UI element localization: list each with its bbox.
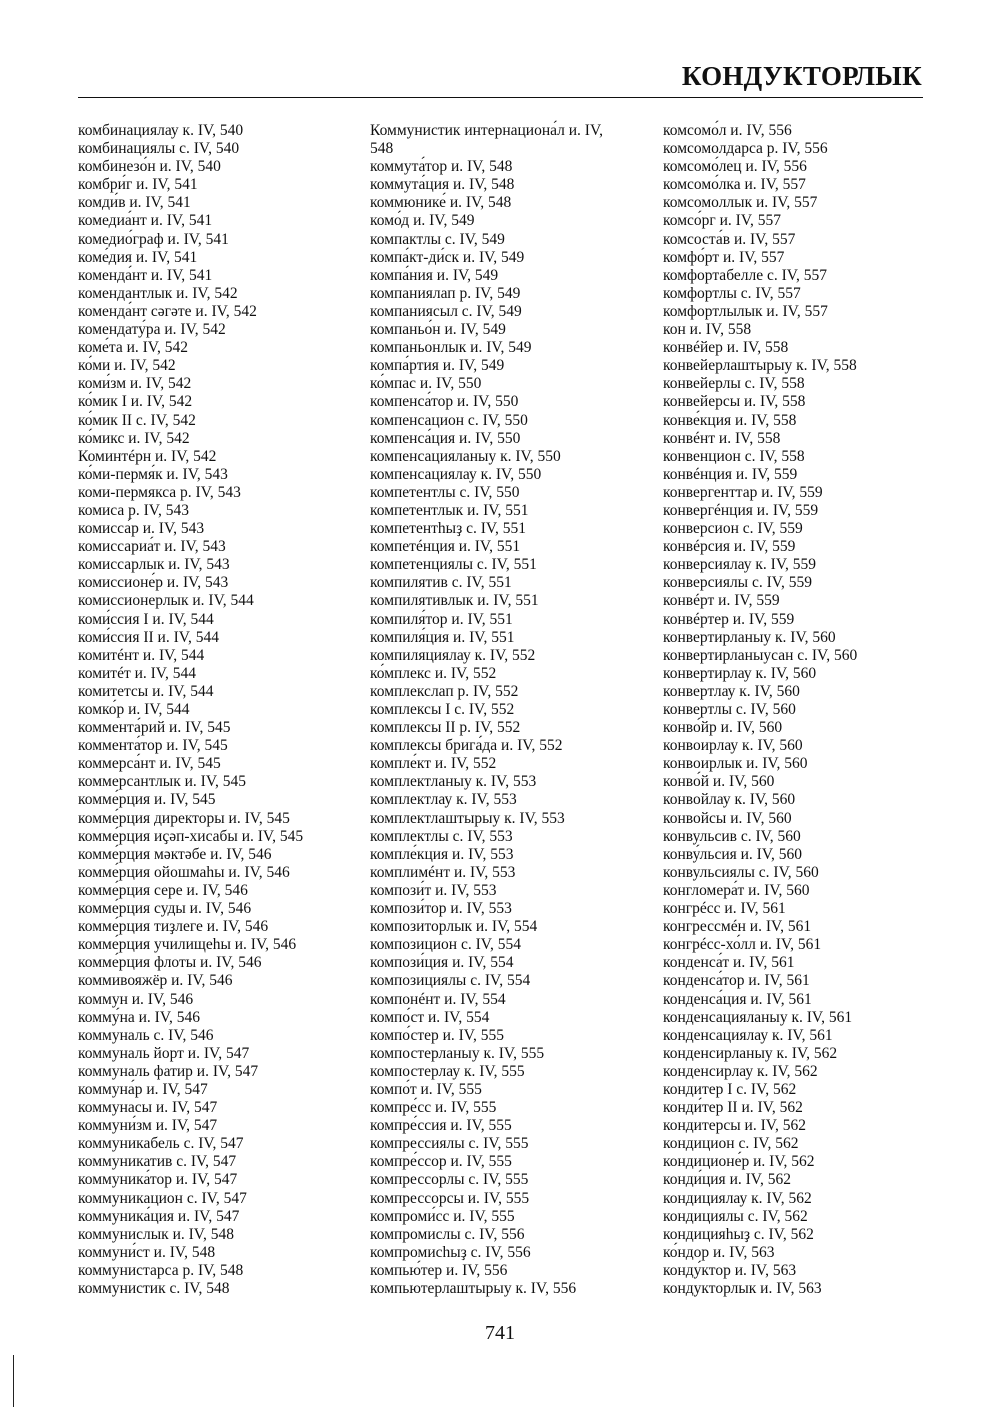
dictionary-entry: компаньо́н и. IV, 549 — [370, 321, 506, 339]
dictionary-entry: компилятив с. IV, 551 — [370, 574, 512, 592]
dictionary-entry: конвоирлык и. IV, 560 — [663, 755, 808, 773]
dictionary-entry: комплектлаштырыу к. IV, 553 — [370, 809, 565, 827]
dictionary-entry: комедио́граф и. IV, 541 — [78, 230, 229, 248]
dictionary-entry: конвенцион с. IV, 558 — [663, 447, 805, 465]
dictionary-entry: компа́кт-ди́ск и. IV, 549 — [370, 248, 525, 266]
dictionary-entry: компле́кт и. IV, 552 — [370, 755, 497, 773]
dictionary-entry: конденсацияланыу к. IV, 561 — [663, 1008, 853, 1026]
dictionary-entry: компенсациялау к. IV, 550 — [370, 465, 542, 483]
dictionary-entry: конденса́ция и. IV, 561 — [663, 990, 812, 1008]
dictionary-entry: конвéртер и. IV, 559 — [663, 610, 795, 628]
dictionary-entry: конвейерлаштырыу к. IV, 558 — [663, 357, 857, 375]
dictionary-entry: комиса р. IV, 543 — [78, 501, 189, 519]
dictionary-entry: комплексы II р. IV, 552 — [370, 719, 521, 737]
dictionary-entry: коми́зм и. IV, 542 — [78, 375, 192, 393]
dictionary-entry: коммунасы и. IV, 547 — [78, 1099, 218, 1117]
dictionary-entry: конвéрт и. IV, 559 — [663, 592, 780, 610]
dictionary-entry: комсомоллык и. IV, 557 — [663, 194, 818, 212]
dictionary-entry: компиля́ция и. IV, 551 — [370, 628, 515, 646]
dictionary-entry: коммуникацион с. IV, 547 — [78, 1189, 247, 1207]
dictionary-entry: комбри́г и. IV, 541 — [78, 176, 198, 194]
dictionary-entry: комфортабелле с. IV, 557 — [663, 266, 827, 284]
dictionary-entry: компетенциялы с. IV, 551 — [370, 556, 537, 574]
dictionary-entry: компре́ссор и. IV, 555 — [370, 1153, 512, 1171]
dictionary-entry: компози́тор и. IV, 553 — [370, 900, 512, 918]
dictionary-entry: коммуни́ст и. IV, 548 — [78, 1243, 216, 1261]
dictionary-entry: комбинациялау к. IV, 540 — [78, 122, 244, 139]
dictionary-entry: компроми́сс и. IV, 555 — [370, 1207, 515, 1225]
dictionary-entry: конвертлы с. IV, 560 — [663, 701, 796, 718]
dictionary-entry: конвульсив с. IV, 560 — [663, 827, 801, 845]
dictionary-entry: конверсиялау к. IV, 559 — [663, 556, 817, 574]
dictionary-entry: компенсацион с. IV, 550 — [370, 411, 528, 429]
dictionary-entry: коммента́тор и. IV, 545 — [78, 737, 228, 755]
dictionary-entry: комме́рция мәктәбе и. IV, 546 — [78, 845, 272, 863]
dictionary-entry: коми́ссия II и. IV, 544 — [78, 628, 219, 646]
dictionary-entry: компромисһыҙ с. IV, 556 — [370, 1243, 531, 1261]
dictionary-entry: композицион с. IV, 554 — [370, 936, 521, 954]
dictionary-entry: компьютерлаштырыу к. IV, 556 — [370, 1280, 577, 1297]
dictionary-entry: комитéнт и. IV, 544 — [78, 646, 205, 664]
dictionary-entry: компиляциялау к. IV, 552 — [370, 646, 536, 664]
dictionary-entry: коммута́ция и. IV, 548 — [370, 176, 515, 194]
dictionary-entry: конвéрсия и. IV, 559 — [663, 538, 796, 556]
dictionary-entry: комисса́р и. IV, 543 — [78, 520, 205, 538]
dictionary-entry: конвéнция и. IV, 559 — [663, 465, 798, 483]
dictionary-entry: коммуналь с. IV, 546 — [78, 1026, 214, 1044]
dictionary-entry: ко́мик I и. IV, 542 — [78, 393, 193, 411]
dictionary-entry: конве́кция и. IV, 558 — [663, 411, 797, 429]
dictionary-entry: коммун и. IV, 546 — [78, 990, 194, 1008]
dictionary-entry: компью́тер и. IV, 556 — [370, 1261, 508, 1279]
dictionary-entry: коммента́рий и. IV, 545 — [78, 719, 231, 737]
dictionary-entry: компле́кция и. IV, 553 — [370, 845, 514, 863]
dictionary-entry: комо́д и. IV, 549 — [370, 212, 475, 230]
dictionary-entry: коменда́нт и. IV, 541 — [78, 266, 213, 284]
dictionary-entry: конгрéсс-хо́лл и. IV, 561 — [663, 936, 822, 954]
dictionary-entry: комме́рция тиҙлеге и. IV, 546 — [78, 918, 269, 936]
dictionary-entry: ко́ми-пермя́к и. IV, 543 — [78, 465, 228, 483]
dictionary-entry: компре́ссия и. IV, 555 — [370, 1117, 512, 1135]
dictionary-entry: компрессорсы и. IV, 555 — [370, 1189, 530, 1207]
dictionary-entry: конвергенттар и. IV, 559 — [663, 483, 823, 501]
dictionary-entry: конвертирланыусан с. IV, 560 — [663, 646, 858, 664]
dictionary-entry: комедиа́нт и. IV, 541 — [78, 212, 213, 230]
dictionary-entry: комме́рция флоты и. IV, 546 — [78, 954, 262, 972]
dictionary-entry: компаниясыл с. IV, 549 — [370, 302, 522, 320]
dictionary-entry: коммуналь фатир и. IV, 547 — [78, 1062, 259, 1080]
dictionary-entry: компостерлау к. IV, 555 — [370, 1062, 525, 1080]
dictionary-entry: кон и. IV, 558 — [663, 321, 752, 339]
dictionary-entry: компетентлы с. IV, 550 — [370, 483, 520, 501]
dictionary-entry: комсомо́лка и. IV, 557 — [663, 176, 806, 194]
dictionary-entry: ко́мплекс и. IV, 552 — [370, 664, 497, 682]
dictionary-entry: конвертирланыу к. IV, 560 — [663, 628, 836, 646]
dictionary-entry: компаньонлык и. IV, 549 — [370, 339, 532, 357]
dictionary-entry: конверсиялы с. IV, 559 — [663, 574, 812, 592]
dictionary-entry: комплексы I с. IV, 552 — [370, 701, 515, 718]
dictionary-entry: конгломера́т и. IV, 560 — [663, 881, 810, 899]
dictionary-entry: коммунистик с. IV, 548 — [78, 1280, 230, 1297]
dictionary-entry: конвéйер и. IV, 558 — [663, 339, 789, 357]
dictionary-entry: коммерса́нт и. IV, 545 — [78, 755, 221, 773]
dictionary-entry: коммерсантлык и. IV, 545 — [78, 773, 247, 791]
dictionary-entry: конвейерлы с. IV, 558 — [663, 375, 805, 393]
dictionary-entry: конверсион с. IV, 559 — [663, 520, 803, 538]
dictionary-entry: компози́т и. IV, 553 — [370, 881, 497, 899]
dictionary-entry: компа́ния и. IV, 549 — [370, 266, 499, 284]
dictionary-entry: конвойлау к. IV, 560 — [663, 791, 796, 809]
dictionary-entry: коммуна́р и. IV, 547 — [78, 1080, 208, 1098]
dictionary-entry: компо́т и. IV, 555 — [370, 1080, 482, 1098]
dictionary-entry: компенсацияланыу к. IV, 550 — [370, 447, 561, 465]
dictionary-entry: комплексы брига́да и. IV, 552 — [370, 737, 563, 755]
dictionary-entry: комсомо́лец и. IV, 556 — [663, 158, 807, 176]
dictionary-entry: компромислы с. IV, 556 — [370, 1225, 525, 1243]
dictionary-entry: комфортлы с. IV, 557 — [663, 284, 801, 302]
dictionary-entry: компенса́тор и. IV, 550 — [370, 393, 519, 411]
dictionary-entry: комплимéнт и. IV, 553 — [370, 863, 516, 881]
dictionary-entry: компетентлык и. IV, 551 — [370, 501, 529, 519]
dictionary-entry: компенса́ция и. IV, 550 — [370, 429, 521, 447]
dictionary-entry: конденса́тор и. IV, 561 — [663, 972, 810, 990]
dictionary-entry: комиссариа́т и. IV, 543 — [78, 538, 226, 556]
dictionary-entry: комме́рция директоры и. IV, 545 — [78, 809, 290, 827]
dictionary-entry: коммунистарса р. IV, 548 — [78, 1261, 244, 1279]
dictionary-entry: конву́льсия и. IV, 560 — [663, 845, 803, 863]
dictionary-entry: ко́ндор и. IV, 563 — [663, 1243, 775, 1261]
dictionary-entry: конвульсиялы с. IV, 560 — [663, 863, 819, 881]
dictionary-entry: комиссионерлык и. IV, 544 — [78, 592, 254, 610]
dictionary-entry: компо́ст и. IV, 554 — [370, 1008, 490, 1026]
dictionary-entry: конвоирлау к. IV, 560 — [663, 737, 803, 755]
dictionary-entry: комитéт и. IV, 544 — [78, 664, 197, 682]
dictionary-entry: комиссарлык и. IV, 543 — [78, 556, 230, 574]
dictionary-entry: комсомолдарса р. IV, 556 — [663, 140, 828, 158]
column-1 — [78, 122, 343, 1298]
dictionary-entry: компиля́тор и. IV, 551 — [370, 610, 513, 628]
dictionary-entry: кондукторлык и. IV, 563 — [663, 1280, 822, 1297]
dictionary-entry: комме́рция училищеһы и. IV, 546 — [78, 936, 297, 954]
dictionary-entry: комплектланыу к. IV, 553 — [370, 773, 537, 791]
dictionary-entry: конду́ктор и. IV, 563 — [663, 1261, 797, 1279]
dictionary-entry: коммута́тор и. IV, 548 — [370, 158, 513, 176]
dictionary-entry: кондициялау к. IV, 562 — [663, 1189, 812, 1207]
dictionary-entry: коме́дия и. IV, 541 — [78, 248, 198, 266]
dictionary-entry: комбинезо́н и. IV, 540 — [78, 158, 221, 176]
dictionary-entry: коммивояжёр и. IV, 546 — [78, 972, 233, 990]
dictionary-entry: комме́рция иҫәп-хисабы и. IV, 545 — [78, 827, 304, 845]
dictionary-entry: комбинациялы с. IV, 540 — [78, 140, 240, 158]
dictionary-entry: конгрéсс и. IV, 561 — [663, 900, 786, 918]
column-2 — [370, 122, 625, 1298]
dictionary-entry: конвéнт и. IV, 558 — [663, 429, 781, 447]
dictionary-entry: коми́ссия I и. IV, 544 — [78, 610, 214, 628]
dictionary-entry: конвертирлау к. IV, 560 — [663, 664, 817, 682]
dictionary-entry: композиторлык и. IV, 554 — [370, 918, 538, 936]
dictionary-entry: конденсациялау к. IV, 561 — [663, 1026, 833, 1044]
dictionary-entry: конденсирланыу к. IV, 562 — [663, 1044, 838, 1062]
column-3 — [663, 122, 925, 1298]
dictionary-entry: комди́в и. IV, 541 — [78, 194, 191, 212]
dictionary-entry: компре́сс и. IV, 555 — [370, 1099, 497, 1117]
dictionary-entry: комсомо́л и. IV, 556 — [663, 122, 792, 139]
dictionary-entry: конвертлау к. IV, 560 — [663, 682, 800, 700]
dictionary-entry: компонéнт и. IV, 554 — [370, 990, 506, 1008]
dictionary-entry: ко́ми и. IV, 542 — [78, 357, 176, 375]
dictionary-entry: ко́мпас и. IV, 550 — [370, 375, 482, 393]
dictionary-entry: компилятивлык и. IV, 551 — [370, 592, 539, 610]
dictionary-entry: конво́йр и. IV, 560 — [663, 719, 783, 737]
dictionary-entry: компрессиялы с. IV, 555 — [370, 1135, 529, 1153]
dictionary-entry: конвейерсы и. IV, 558 — [663, 393, 806, 411]
dictionary-entry: комко́р и. IV, 544 — [78, 701, 190, 718]
dictionary-entry: компостерланыу к. IV, 555 — [370, 1044, 545, 1062]
dictionary-entry: комплекслап р. IV, 552 — [370, 682, 519, 700]
dictionary-entry: комме́рция суды и. IV, 546 — [78, 900, 252, 918]
dictionary-entry: комме́рция ойошмаһы и. IV, 546 — [78, 863, 290, 881]
dictionary-entry: комендантлык и. IV, 542 — [78, 284, 238, 302]
dictionary-entry: конди́тер II и. IV, 562 — [663, 1099, 803, 1117]
page-number: 741 — [485, 1322, 515, 1344]
dictionary-entry: комфортлылык и. IV, 557 — [663, 302, 828, 320]
dictionary-entry: конвергéнция и. IV, 559 — [663, 501, 819, 519]
dictionary-entry: коммуника́ция и. IV, 547 — [78, 1207, 240, 1225]
dictionary-entry: комплектлы с. IV, 553 — [370, 827, 513, 845]
dictionary-entry: конди́ция и. IV, 562 — [663, 1171, 791, 1189]
dictionary-entry: комме́рция и. IV, 545 — [78, 791, 216, 809]
dictionary-entry: кондиционе́р и. IV, 562 — [663, 1153, 815, 1171]
dictionary-entry: конденсирлау к. IV, 562 — [663, 1062, 818, 1080]
dictionary-entry: компрессорлы с. IV, 555 — [370, 1171, 529, 1189]
dictionary-entry: компактлы с. IV, 549 — [370, 230, 505, 248]
dictionary-entry: Коммунистик интернациона́л и. IV, 548 — [370, 122, 604, 158]
dictionary-entry: компетéнция и. IV, 551 — [370, 538, 521, 556]
dictionary-entry: комсоста́в и. IV, 557 — [663, 230, 796, 248]
dictionary-entry: конво́й и. IV, 560 — [663, 773, 775, 791]
dictionary-entry: коммуникатив с. IV, 547 — [78, 1153, 237, 1171]
dictionary-entry: конденса́т и. IV, 561 — [663, 954, 795, 972]
dictionary-entry: комиссионе́р и. IV, 543 — [78, 574, 229, 592]
dictionary-entry: компетентһыҙ с. IV, 551 — [370, 520, 527, 538]
dictionary-entry: коммуни́зм и. IV, 547 — [78, 1117, 218, 1135]
running-head: КОНДУКТОРЛЫК — [681, 61, 922, 91]
dictionary-entry: кондитер I с. IV, 562 — [663, 1080, 797, 1098]
dictionary-entry: коменда́нт сәгәте и. IV, 542 — [78, 302, 257, 320]
dictionary-entry: комплектлау к. IV, 553 — [370, 791, 517, 809]
dictionary-entry: комсо́рг и. IV, 557 — [663, 212, 782, 230]
dictionary-entry: коммуника́тор и. IV, 547 — [78, 1171, 238, 1189]
dictionary-entry: конгрессмéн и. IV, 561 — [663, 918, 812, 936]
dictionary-entry: кондитерсы и. IV, 562 — [663, 1117, 806, 1135]
dictionary-entry: кондициялы с. IV, 562 — [663, 1207, 808, 1225]
margin-mark — [13, 1355, 14, 1407]
dictionary-entry: компо́стер и. IV, 555 — [370, 1026, 504, 1044]
dictionary-entry: Коминтéрн и. IV, 542 — [78, 447, 217, 465]
dictionary-entry: коми-пермякса р. IV, 543 — [78, 483, 241, 501]
dictionary-entry: коммунислык и. IV, 548 — [78, 1225, 234, 1243]
dictionary-entry: комфо́рт и. IV, 557 — [663, 248, 785, 266]
dictionary-entry: конвойсы и. IV, 560 — [663, 809, 792, 827]
dictionary-entry: коммуникабель с. IV, 547 — [78, 1135, 244, 1153]
dictionary-entry: комендату́ра и. IV, 542 — [78, 321, 226, 339]
dictionary-entry: коммюнике́ и. IV, 548 — [370, 194, 512, 212]
dictionary-entry: ко́мик II с. IV, 542 — [78, 411, 196, 429]
dictionary-entry: компози́ция и. IV, 554 — [370, 954, 514, 972]
dictionary-entry: коме́та и. IV, 542 — [78, 339, 189, 357]
dictionary-entry: комме́рция сере и. IV, 546 — [78, 881, 248, 899]
dictionary-entry: комитетсы и. IV, 544 — [78, 682, 214, 700]
dictionary-entry: кондицияһыҙ с. IV, 562 — [663, 1225, 814, 1243]
dictionary-entry: компаниялап р. IV, 549 — [370, 284, 521, 302]
dictionary-entry: компа́ртия и. IV, 549 — [370, 357, 505, 375]
header-rule — [78, 97, 923, 98]
dictionary-entry: коммуналь йорт и. IV, 547 — [78, 1044, 250, 1062]
dictionary-entry: кондицион с. IV, 562 — [663, 1135, 799, 1153]
dictionary-entry: композициялы с. IV, 554 — [370, 972, 531, 990]
dictionary-entry: комму́на и. IV, 546 — [78, 1008, 201, 1026]
dictionary-entry: ко́микс и. IV, 542 — [78, 429, 190, 447]
